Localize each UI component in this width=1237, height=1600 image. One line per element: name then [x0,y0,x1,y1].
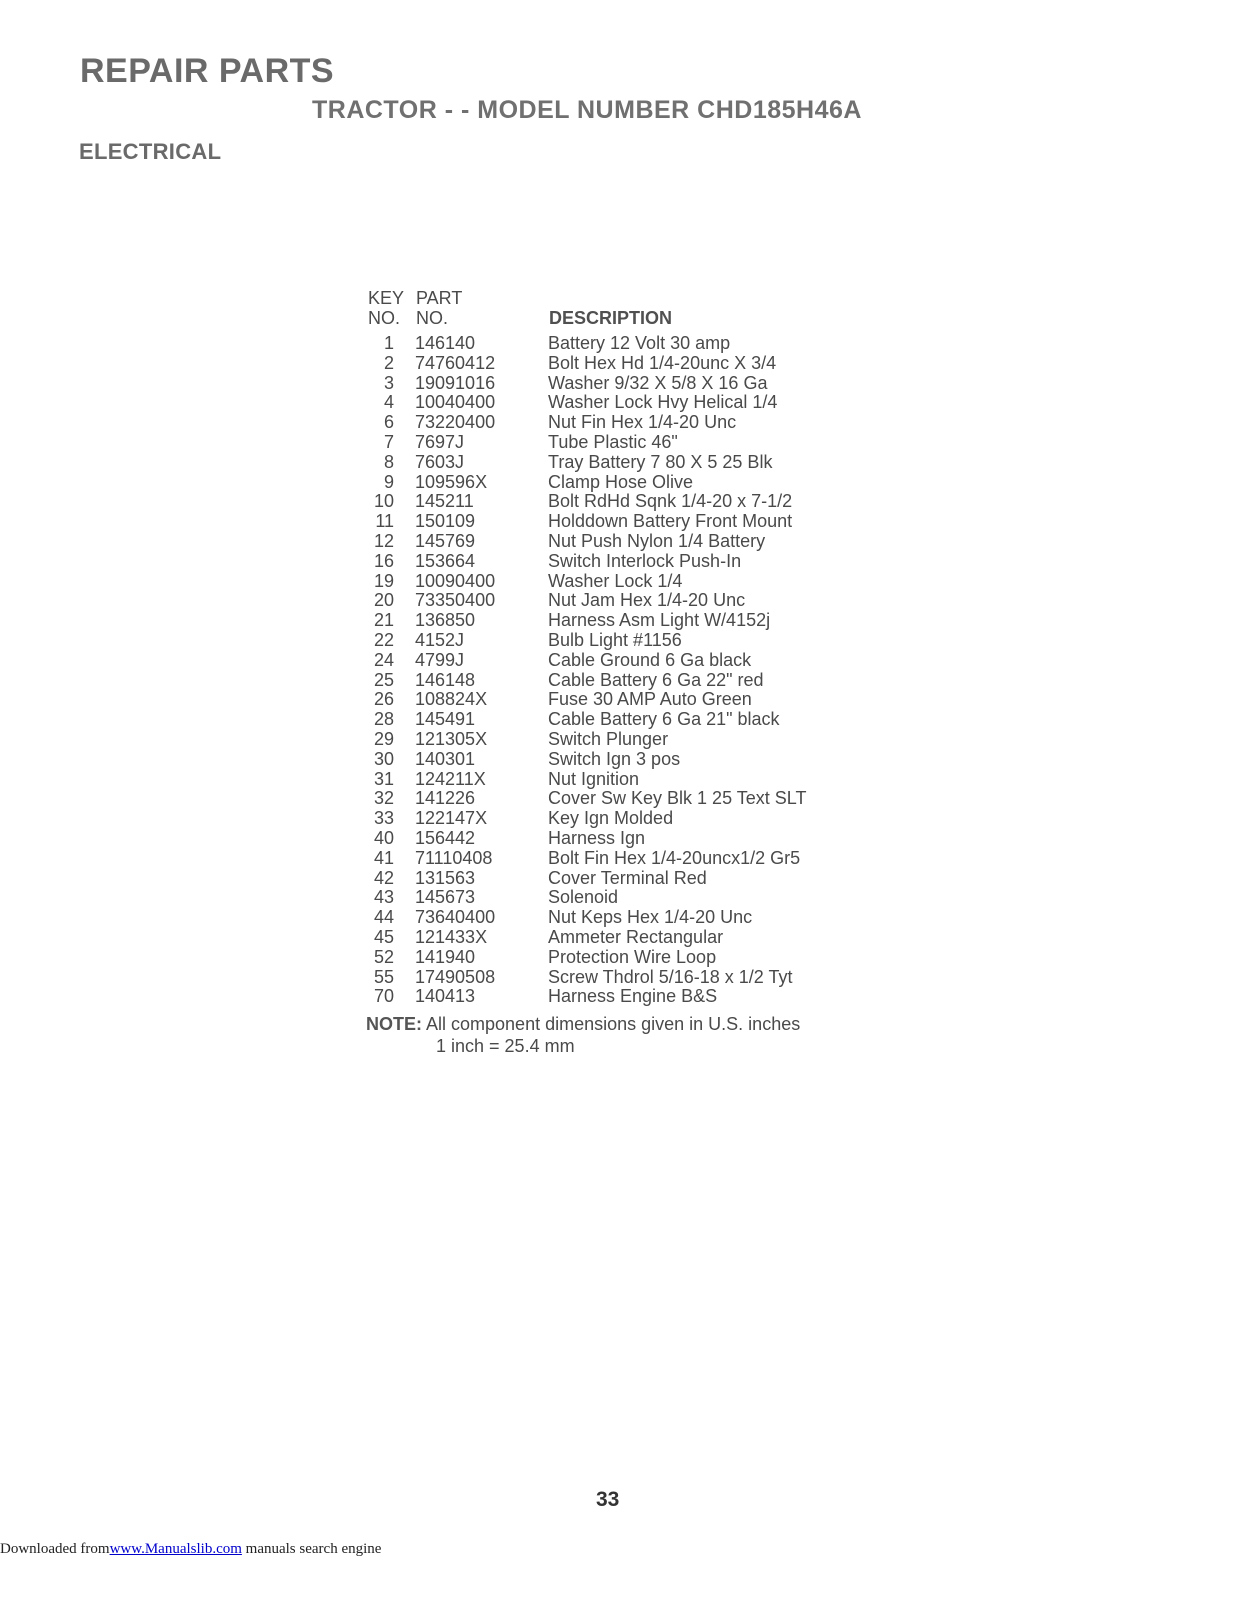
description: Cover Sw Key Blk 1 25 Text SLT [548,788,807,809]
part-no: 73640400 [415,907,496,928]
key-no: 20 [373,590,394,611]
note-line-2: 1 inch = 25.4 mm [436,1036,575,1056]
table-row [368,888,868,908]
part-no: 10040400 [415,392,496,413]
footer [0,1541,381,1558]
part-no: 121305X [415,728,488,749]
note-line-1: All component dimensions given in U.S. inches [426,1014,801,1034]
description: Bolt Hex Hd 1/4-20unc X 3/4 [548,352,777,373]
key-no: 70 [373,986,394,1007]
footer-prefix: Downloaded from [0,1541,110,1557]
table-row [368,512,868,532]
table-header [368,286,868,334]
col-key-label: KEY [368,288,405,308]
key-no: 28 [373,709,394,730]
note [366,1014,800,1057]
table-row [368,532,868,552]
part-no: 145769 [415,530,476,551]
col-key-label-2: NO. [368,308,401,328]
description: Bolt RdHd Sqnk 1/4-20 x 7-1/2 [548,491,793,512]
part-no: 74760412 [415,352,496,373]
table-row [368,690,868,710]
col-description-label: DESCRIPTION [549,308,673,328]
description: Bolt Fin Hex 1/4-20uncx1/2 Gr5 [548,847,801,868]
part-no: 122147X [415,808,488,829]
description: Nut Jam Hex 1/4-20 Unc [548,590,746,611]
part-no: 124211X [415,768,486,789]
key-no: 41 [373,847,394,868]
table-row [368,710,868,730]
table-row [368,928,868,948]
part-no: 7603J [415,451,465,472]
part-no: 156442 [415,827,476,848]
key-no: 31 [373,768,394,789]
part-no: 146148 [415,669,476,690]
part-no: 140413 [415,986,476,1007]
key-no: 2 [383,352,394,373]
key-no: 40 [373,827,394,848]
table-row [368,809,868,829]
key-no: 12 [373,530,394,551]
part-no: 10090400 [415,570,496,591]
part-no: 131563 [415,867,476,888]
key-no: 26 [373,689,394,710]
table-row [368,552,868,572]
key-no: 45 [373,926,394,947]
part-no: 109596X [415,471,488,492]
table-row [368,968,868,988]
description: Key Ign Molded [548,808,674,829]
table-row [368,671,868,691]
description: Ammeter Rectangular [548,926,724,947]
table-row [368,829,868,849]
key-no: 30 [373,748,394,769]
key-no: 11 [375,511,394,532]
footer-link[interactable]: www.Manualslib.com [109,1541,242,1557]
key-no: 52 [373,946,394,967]
description: Clamp Hose Olive [548,471,694,492]
key-no: 55 [373,966,394,987]
description: Switch Interlock Push-In [548,550,742,571]
description: Harness Engine B&S [548,986,718,1007]
table-row [368,413,868,433]
table-row [368,492,868,512]
table-body [368,334,868,1007]
col-part-label-2: NO. [416,308,449,328]
key-no: 22 [373,629,394,650]
description: Nut Keps Hex 1/4-20 Unc [548,907,753,928]
description: Washer Lock Hvy Helical 1/4 [548,392,778,413]
description: Holddown Battery Front Mount [548,511,793,532]
description: Harness Asm Light W/4152j [548,610,771,631]
part-no: 141226 [415,788,476,809]
table-row [368,750,868,770]
table-row [368,453,868,473]
table-row [368,948,868,968]
description: Washer 9/32 X 5/8 X 16 Ga [548,372,768,393]
description: Fuse 30 AMP Auto Green [548,689,752,710]
table-row [368,651,868,671]
table-row [368,611,868,631]
key-no: 42 [373,867,394,888]
key-no: 1 [383,333,394,353]
part-no: 4152J [415,629,465,650]
page-title: REPAIR PARTS [80,52,335,90]
footer-suffix: manuals search engine [245,1541,382,1557]
table-row [368,591,868,611]
description: Solenoid [548,887,619,908]
description: Harness Ign [548,827,646,848]
description: Nut Push Nylon 1/4 Battery [548,530,766,551]
table-row [368,433,868,453]
key-no: 32 [373,788,394,809]
description: Nut Ignition [548,768,640,789]
table-row [368,789,868,809]
key-no: 25 [373,669,394,690]
key-no: 16 [373,550,394,571]
key-no: 43 [373,887,394,908]
description: Washer Lock 1/4 [548,570,683,591]
description: Tray Battery 7 80 X 5 25 Blk [548,451,773,472]
key-no: 33 [373,808,394,829]
key-no: 21 [373,610,394,631]
key-no: 24 [373,649,394,670]
key-no: 4 [383,392,394,413]
description: Cable Ground 6 Ga black [548,649,752,670]
part-no: 71110408 [415,847,493,868]
table-row [368,987,868,1007]
part-no: 73350400 [415,590,496,611]
part-no: 153664 [415,550,476,571]
part-no: 145673 [415,887,476,908]
description: Protection Wire Loop [548,946,717,967]
table-row [368,393,868,413]
table-row [368,770,868,790]
key-no: 44 [373,907,394,928]
part-no: 108824X [415,689,488,710]
table-row [368,354,868,374]
table-row [368,730,868,750]
part-no: 121433X [415,926,488,947]
key-no: 8 [383,451,394,472]
part-no: 141940 [415,946,476,967]
table-row [368,572,868,592]
part-no: 73220400 [415,412,496,433]
col-part-label: PART [416,288,463,308]
key-no: 3 [383,372,394,393]
key-no: 29 [373,728,394,749]
description: Screw Thdrol 5/16-18 x 1/2 Tyt [548,966,793,987]
section-heading: ELECTRICAL [79,139,222,164]
description: Switch Plunger [548,728,669,749]
key-no: 10 [373,491,394,512]
description: Tube Plastic 46" [548,431,678,452]
part-no: 4799J [415,649,465,670]
description: Bulb Light #1156 [548,629,682,650]
part-no: 136850 [415,610,476,631]
table-row [368,869,868,889]
description: Battery 12 Volt 30 amp [548,333,731,353]
table-row [368,374,868,394]
part-no: 146140 [415,333,476,353]
key-no: 9 [383,471,394,492]
description: Switch Ign 3 pos [548,748,681,769]
table-row [368,334,868,354]
part-no: 150109 [415,511,476,532]
description: Cable Battery 6 Ga 22" red [548,669,764,690]
table-row [368,473,868,493]
description: Cover Terminal Red [548,867,707,888]
key-no: 7 [383,431,394,452]
table-row [368,849,868,869]
table-row [368,631,868,651]
description: Nut Fin Hex 1/4-20 Unc [548,412,737,433]
part-no: 145211 [415,491,474,512]
key-no: 19 [373,570,394,591]
description: Cable Battery 6 Ga 21" black [548,709,780,730]
model-subtitle: TRACTOR - - MODEL NUMBER CHD185H46A [312,96,862,124]
table-row [368,908,868,928]
page-number: 33 [596,1488,620,1511]
part-no: 140301 [415,748,476,769]
part-no: 19091016 [415,372,496,393]
part-no: 145491 [415,709,476,730]
note-label: NOTE: [366,1014,422,1034]
parts-table [368,286,868,1007]
key-no: 6 [383,412,394,433]
part-no: 17490508 [415,966,496,987]
part-no: 7697J [415,431,465,452]
